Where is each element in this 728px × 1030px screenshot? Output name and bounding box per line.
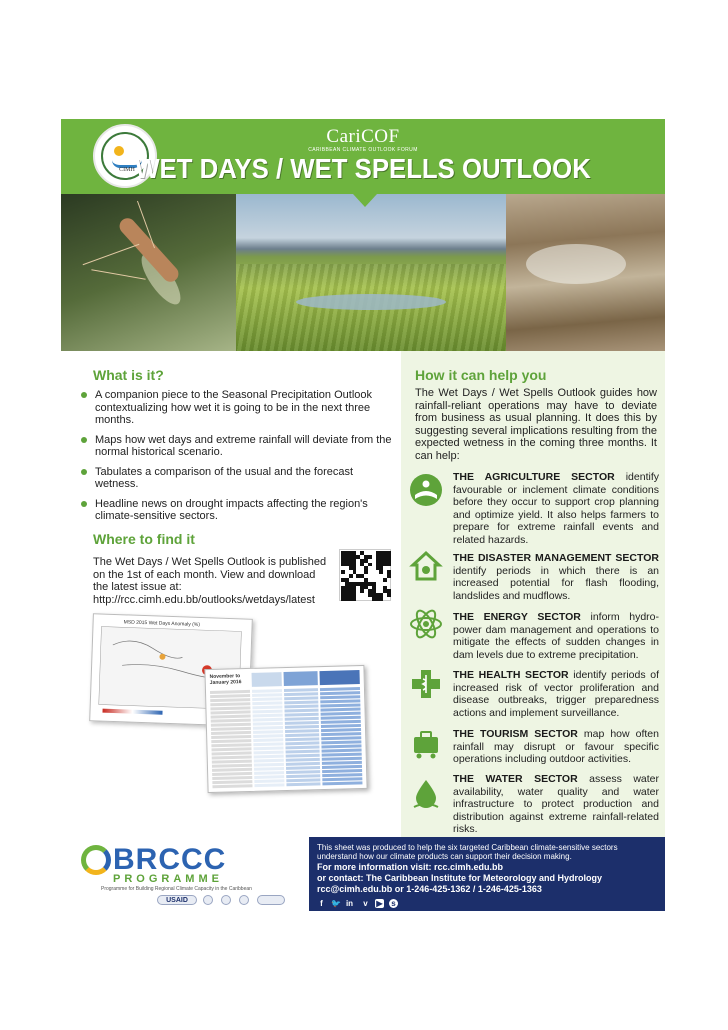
house-icon (409, 549, 443, 583)
outlook-link[interactable]: http://rcc.cimh.edu.bb/outlooks/wetdays/latest (93, 593, 315, 606)
banner-photos (61, 194, 665, 351)
linkedin-icon[interactable]: in (345, 899, 354, 908)
flood-water-photo (506, 194, 665, 351)
footer-info-link[interactable]: For more information visit: rcc.cimh.edu.bb (317, 862, 504, 872)
page-title: WET DAYS / WET SPELLS OUTLOOK (135, 153, 591, 184)
footer-contact: or contact: The Caribbean Institute for Meteorology and Hydrology (317, 873, 603, 883)
sector-agriculture: THE AGRICULTURE SECTOR identify favourable or inclement climate conditions before they occur to support crop planning and optimize yield. It also helps farmers to prepare for extreme rainfall events and related hazards. (453, 471, 659, 546)
qr-code (339, 549, 391, 601)
help-intro: The Wet Days / Wet Spells Outlook guides how rainfall-reliant operations may have to deviate from business as usual planning. It does this by suggesting several implications resulting from the expected wetness in the coming three months. It can help: (415, 387, 657, 462)
partner-logo (221, 895, 231, 905)
where-heading: Where to find it (93, 531, 195, 547)
health-icon (409, 667, 443, 701)
left-column (61, 351, 397, 837)
vimeo-icon[interactable]: v (363, 899, 368, 908)
seal-label: CIMH (119, 167, 135, 173)
list-item: A companion piece to the Seasonal Precipitation Outlook contextualizing how wet it is going to be in the next three months. (75, 389, 393, 427)
un-logo (203, 895, 213, 905)
sector-energy: THE ENERGY SECTOR inform hydro-power dam management and operations to mitigate the effects of sudden changes in dam levels due to extreme precipitation. (453, 611, 659, 661)
footer-bar (61, 837, 665, 911)
list-item: Maps how wet days and extreme rainfall will deviate from the normal historical scenario. (75, 434, 393, 459)
footer-email-phone[interactable]: rcc@cimh.edu.bb or 1-246-425-1362 / 1-246-425-1363 (317, 884, 542, 894)
sector-water: THE WATER SECTOR assess water availability, water quality and water infrastructure to protect production and distribution against extreme rainfall-related risks. (453, 773, 659, 835)
usaid-logo: USAID (157, 895, 197, 905)
sector-disaster: THE DISASTER MANAGEMENT SECTOR identify periods in which there is an increased potential for flash flooding, landslides and mudflows. (453, 552, 659, 602)
twitter-icon[interactable]: 🐦 (331, 899, 341, 908)
what-heading: What is it? (93, 367, 164, 383)
right-column (401, 351, 665, 837)
sector-tourism: THE TOURISM SECTOR map how often rainfall may disrupt or favour specific operations including outdoor activities. (453, 728, 659, 765)
caricof-brand: CariCOF (326, 126, 400, 147)
youtube-icon[interactable]: ▶ (376, 899, 383, 908)
rice-field-photo (236, 194, 506, 351)
where-text: The Wet Days / Wet Spells Outlook is published on the 1st of each month. View and download the latest issue at: http://rcc.cimh.edu.bb/outlooks/wetdays/latest (93, 556, 327, 606)
outlook-table-thumbnail: November to January 2016 (204, 665, 367, 793)
sector-health: THE HEALTH SECTOR identify periods of increased risk of vector proliferation and disease outbreaks, trigger preparedness actions and implement surveillance. (453, 669, 659, 719)
header-notch (353, 194, 377, 207)
brccc-logo: BRCCC PROGRAMME Programme for Building Regional Climate Capacity in the Caribbean USAID (61, 837, 309, 911)
luggage-icon (409, 727, 443, 761)
caricof-subtitle: CARIBBEAN CLIMATE OUTLOOK FORUM (308, 147, 418, 153)
list-item: Headline news on drought impacts affecting the region's climate-sensitive sectors. (75, 498, 393, 523)
facebook-icon[interactable]: f (320, 899, 323, 908)
partner-logo (239, 895, 249, 905)
list-item: Tabulates a comparison of the usual and the forecast wetness. (75, 466, 393, 491)
footer-note: This sheet was produced to help the six targeted Caribbean climate-sensitive sectors understand how our climate products can support their decision making. (317, 843, 618, 861)
agriculture-icon (409, 473, 443, 507)
help-heading: How it can help you (415, 367, 547, 383)
atom-icon (409, 607, 443, 641)
swirl-icon (81, 845, 111, 875)
skype-icon[interactable]: s (389, 899, 398, 908)
fact-sheet (61, 119, 665, 911)
header-bar (61, 119, 665, 194)
what-list (75, 389, 393, 530)
water-drop-icon (409, 777, 443, 811)
outlook-map-thumbnail: MSD 2015 Wet Days Anomaly (%) (89, 613, 253, 727)
mosquito-photo (61, 194, 236, 351)
partner-logo (257, 895, 285, 905)
